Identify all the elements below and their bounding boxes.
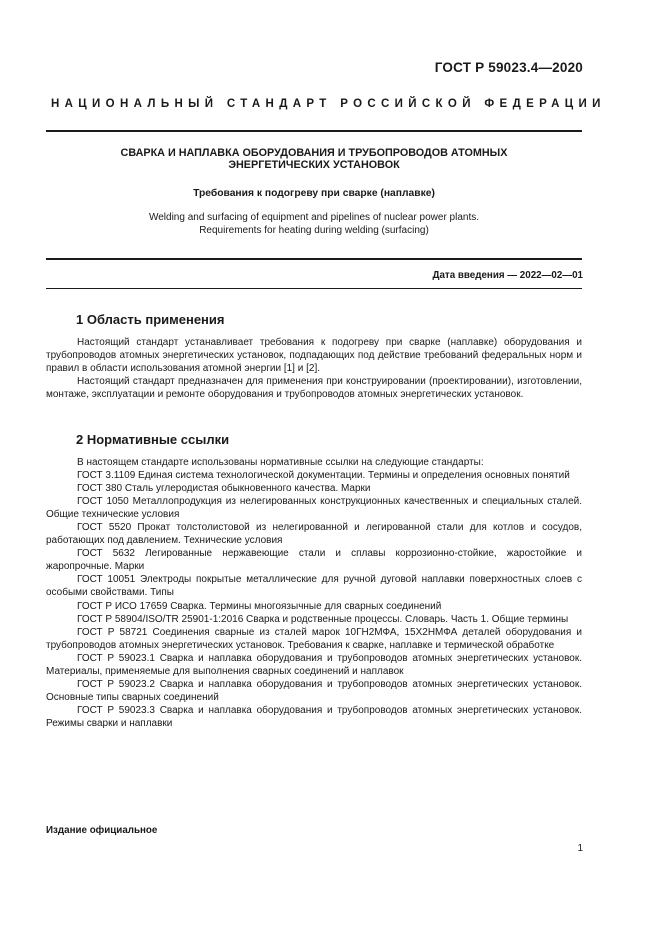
- document-title: [46, 147, 582, 171]
- english-title-line-1: Welding and surfacing of equipment and pipelines of nuclear power plants.: [148, 212, 480, 223]
- title-divider: [46, 258, 582, 260]
- reference-item: ГОСТ 5632 Легированные нержавеющие стали и сплавы коррозионно-стойкие, жаростойкие и жаропрочные. Марки: [46, 548, 582, 573]
- section-1-body: [46, 336, 582, 401]
- title-line-2: ЭНЕРГЕТИЧЕСКИХ УСТАНОВОК: [228, 159, 400, 171]
- english-title: [46, 212, 582, 237]
- page-number: 1: [577, 843, 583, 854]
- national-standard-banner: НАЦИОНАЛЬНЫЙ СТАНДАРТ РОССИЙСКОЙ ФЕДЕРАЦИИ: [51, 98, 606, 110]
- date-divider: [46, 288, 582, 289]
- section-1-paragraph: Настоящий стандарт устанавливает требования к подогреву при сварке (наплавке) оборудования и трубопроводов атомных энергетических установок, подпадающих под действие требований федеральных норм и правил в области использования атомной энергии [1] и [2].: [46, 337, 582, 375]
- introduction-date: Дата введения — 2022—02—01: [432, 270, 583, 281]
- english-title-line-2: Requirements for heating during welding (surfacing): [199, 224, 429, 236]
- reference-item: ГОСТ 1050 Металлопродукция из нелегированных конструкционных качественных и специальных сталей. Общие технические условия: [46, 496, 582, 521]
- references-intro: В настоящем стандарте использованы нормативные ссылки на следующие стандарты:: [77, 457, 484, 468]
- section-1-heading: 1 Область применения: [76, 312, 225, 327]
- reference-item: ГОСТ 5520 Прокат толстолистовой из нелегированной и легированной стали для котлов и сосудов, работающих под давлением. Технические условия: [46, 522, 582, 547]
- reference-item: ГОСТ Р 59023.1 Сварка и наплавка оборудования и трубопроводов атомных энергетических установок. Материалы, применяемые для выполнения сварных соединений и наплавок: [46, 652, 582, 677]
- section-2-heading: 2 Нормативные ссылки: [76, 432, 230, 447]
- official-edition-label: Издание официальное: [46, 825, 158, 836]
- references-list: [46, 456, 582, 730]
- reference-item: ГОСТ Р ИСО 17659 Сварка. Термины многоязычные для сварных соединений: [77, 600, 442, 612]
- reference-item: ГОСТ 3.1109 Единая система технологической документации. Термины и определения основных понятий: [77, 470, 570, 482]
- reference-item: ГОСТ Р 59023.3 Сварка и наплавка оборудования и трубопроводов атомных энергетических установок. Режимы сварки и наплавки: [46, 704, 582, 729]
- reference-item: ГОСТ Р 58904/ISO/TR 25901-1:2016 Сварка и родственные процессы. Словарь. Часть 1. Общие термины: [77, 613, 569, 625]
- reference-item: ГОСТ Р 59023.2 Сварка и наплавка оборудования и трубопроводов атомных энергетических установок. Основные типы сварных соединений: [46, 678, 582, 703]
- title-line-1: СВАРКА И НАПЛАВКА ОБОРУДОВАНИЯ И ТРУБОПРОВОДОВ АТОМНЫХ: [120, 147, 508, 159]
- gost-number: ГОСТ Р 59023.4—2020: [434, 60, 583, 75]
- reference-item: ГОСТ 10051 Электроды покрытые металлические для ручной дуговой наплавки поверхностных слоев с особыми свойствами. Типы: [46, 574, 582, 599]
- section-1-paragraph: Настоящий стандарт предназначен для применения при конструировании (проектировании), изготовлении, монтаже, эксплуатации и ремонте оборудования и трубопроводов атомных энергетических установок.: [46, 376, 582, 401]
- top-divider: [46, 130, 582, 132]
- reference-item: ГОСТ Р 58721 Соединения сварные из сталей марок 10ГН2МФА, 15Х2НМФА деталей оборудования и трубопроводов атомных энергетических установок. Требования к сварке, наплавке и термической обработке: [46, 626, 582, 651]
- reference-item: ГОСТ 380 Сталь углеродистая обыкновенного качества. Марки: [77, 483, 371, 495]
- document-subtitle: Требования к подогреву при сварке (наплавке): [193, 188, 435, 199]
